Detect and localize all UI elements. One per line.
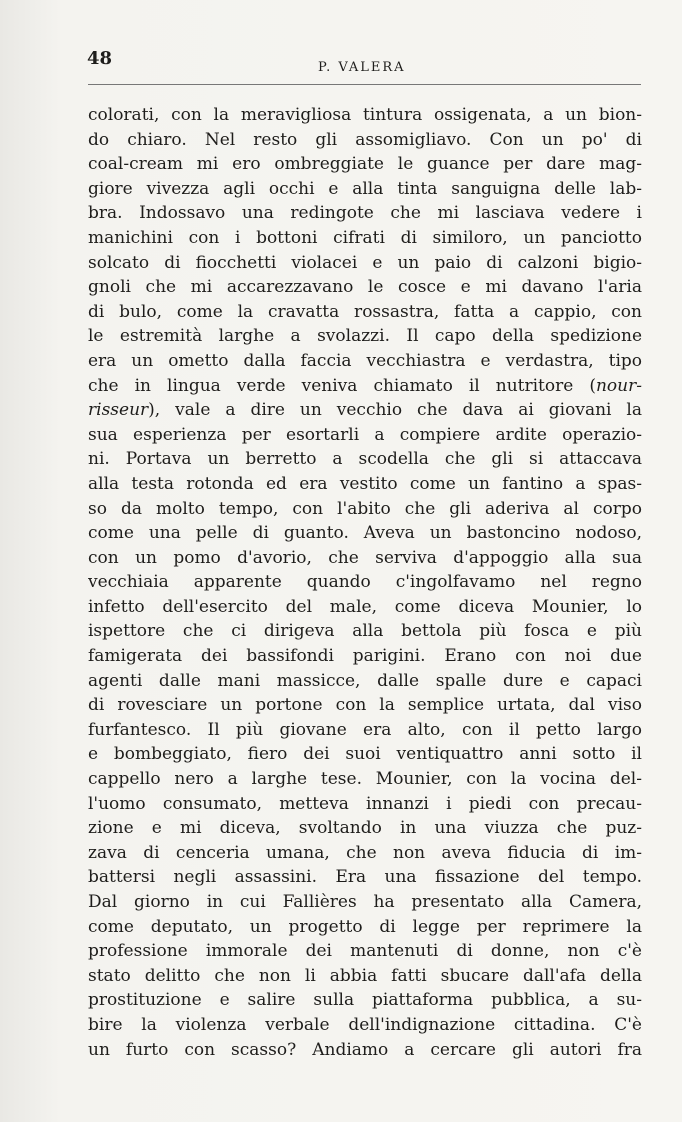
text-line xyxy=(88,890,642,915)
text-line xyxy=(88,251,642,276)
text-line xyxy=(88,177,642,202)
text-line xyxy=(88,915,642,940)
page-number: 48 xyxy=(87,48,113,69)
text-span: gnoli che mi accarezzavano le cosce e mi davano l'aria xyxy=(88,277,642,298)
text-line xyxy=(88,349,642,374)
text-line xyxy=(88,865,642,890)
text-span: vecchiaia apparente quando c'ingolfavamo nel regno xyxy=(88,572,642,593)
text-span: con un pomo d'avorio, che serviva d'appoggio alla sua xyxy=(88,547,642,568)
text-line xyxy=(88,619,642,644)
text-line xyxy=(88,374,642,399)
text-span: era un ometto dalla faccia vecchiastra e verdastra, tipo xyxy=(88,350,642,371)
text-span: risseur xyxy=(88,400,149,421)
text-line xyxy=(88,792,642,817)
text-span: giore vivezza agli occhi e alla tinta sanguigna delle lab- xyxy=(88,178,642,199)
text-span: bra. Indossavo una redingote che mi lasciava vedere i xyxy=(88,203,642,224)
text-line xyxy=(88,324,642,349)
text-span: di bulo, come la cravatta rossastra, fatta a cappio, con xyxy=(88,301,642,322)
text-line xyxy=(88,767,642,792)
text-span: famigerata dei bassifondi parigini. Erano con noi due xyxy=(88,646,642,667)
text-line xyxy=(88,939,642,964)
text-line xyxy=(88,521,642,546)
text-line xyxy=(88,447,642,472)
text-line xyxy=(88,201,642,226)
text-line xyxy=(88,497,642,522)
text-line xyxy=(88,103,642,128)
text-span: nour- xyxy=(595,375,642,396)
text-line xyxy=(88,669,642,694)
text-span: di rovesciare un portone con la semplice urtata, dal viso xyxy=(88,695,642,716)
text-line xyxy=(88,570,642,595)
text-line xyxy=(88,693,642,718)
text-span: furfantesco. Il più giovane era alto, con il petto largo xyxy=(88,719,642,740)
text-span: ispettore che ci dirigeva alla bettola più fosca e più xyxy=(88,621,642,642)
text-span: professione immorale dei mantenuti di donne, non c'è xyxy=(88,941,642,962)
text-line xyxy=(88,300,642,325)
text-span: e bombeggiato, fiero dei suoi ventiquattro anni sotto il xyxy=(88,744,642,765)
text-span: coal-cream mi ero ombreggiate le guance per dare mag- xyxy=(88,154,642,175)
text-span: zione e mi diceva, svoltando in una viuzza che puz- xyxy=(88,818,642,839)
text-span: do chiaro. Nel resto gli assomigliavo. Con un po' di xyxy=(88,129,642,150)
text-line xyxy=(88,423,642,448)
text-line xyxy=(88,398,642,423)
text-span: alla testa rotonda ed era vestito come un fantino a spas- xyxy=(88,473,642,494)
text-span: cappello nero a larghe tese. Mounier, con la vocina del- xyxy=(88,769,642,790)
text-span: l'uomo consumato, metteva innanzi i piedi con precau- xyxy=(88,793,642,814)
text-line xyxy=(88,128,642,153)
text-line xyxy=(88,718,642,743)
text-span: che in lingua verde veniva chiamato il nutritore ( xyxy=(88,375,596,396)
text-span: prostituzione e salire sulla piattaforma pubblica, a su- xyxy=(88,990,642,1011)
text-span: so da molto tempo, con l'abito che gli aderiva al corpo xyxy=(88,498,642,519)
text-line xyxy=(88,152,642,177)
text-line xyxy=(88,226,642,251)
text-line xyxy=(88,595,642,620)
text-span: le estremità larghe a svolazzi. Il capo della spedizione xyxy=(88,326,642,347)
text-span: come una pelle di guanto. Aveva un bastoncino nodoso, xyxy=(88,523,642,544)
text-span: colorati, con la meravigliosa tintura ossigenata, a un bion- xyxy=(88,105,642,125)
text-line xyxy=(88,644,642,669)
text-span: ), vale a dire un vecchio che dava ai giovani la xyxy=(148,400,642,421)
text-line xyxy=(88,742,642,767)
text-span: zava di cenceria umana, che non aveva fiducia di im- xyxy=(88,842,642,863)
header-rule xyxy=(88,84,641,85)
text-span: Dal giorno in cui Fallières ha presentato alla Camera, xyxy=(88,892,642,912)
text-span: infetto dell'esercito del male, come diceva Mounier, lo xyxy=(88,596,642,617)
body-text xyxy=(88,103,642,1062)
text-line xyxy=(88,1013,642,1038)
text-span: bire la violenza verbale dell'indignazione cittadina. C'è xyxy=(88,1014,642,1035)
text-line xyxy=(88,472,642,497)
text-line xyxy=(88,816,642,841)
text-line xyxy=(88,841,642,866)
text-span: manichini con i bottoni cifrati di similoro, un panciotto xyxy=(88,227,642,248)
text-span: ni. Portava un berretto a scodella che gli si attaccava xyxy=(88,449,642,470)
text-line xyxy=(88,988,642,1013)
running-title: P. VALERA xyxy=(318,60,406,75)
text-span: un furto con scasso? Andiamo a cercare gli autori fra xyxy=(88,1039,642,1060)
text-line xyxy=(88,1038,642,1063)
text-span: sua esperienza per esortarli a compiere ardite operazio- xyxy=(88,424,642,445)
text-span: solcato di fiocchetti violacei e un paio di calzoni bigio- xyxy=(88,252,642,273)
text-span: come deputato, un progetto di legge per reprimere la xyxy=(88,916,642,937)
text-line xyxy=(88,964,642,989)
text-span: stato delitto che non li abbia fatti sbucare dall'afa della xyxy=(88,965,642,986)
text-span: agenti dalle mani massicce, dalle spalle dure e capaci xyxy=(88,670,642,691)
text-span: battersi negli assassini. Era una fissazione del tempo. xyxy=(88,867,642,888)
text-line xyxy=(88,275,642,300)
text-line xyxy=(88,546,642,571)
